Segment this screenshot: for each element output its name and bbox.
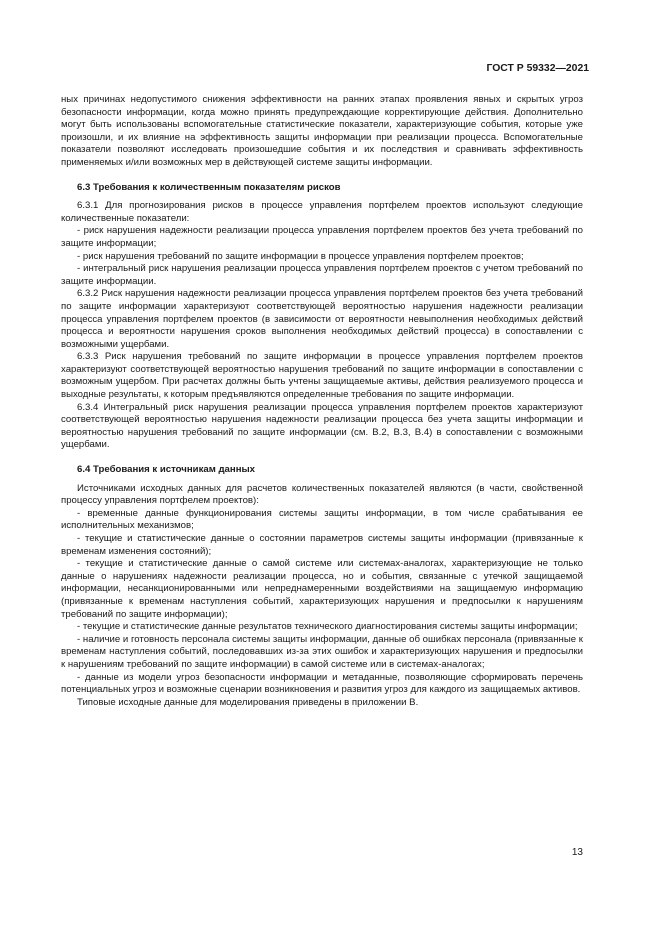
body-paragraph: 6.3.2 Риск нарушения надежности реализации процесса управления портфелем проектов без учета требований по защите информации характеризуют соответствующей вероятностью нарушения надежности реализации процесса управления портфелем проектов (в зависимости от вероятности невыполнения необходимых действий процесса и вероятности нарушения сроков выполнения необходимых действий процесса) в сопоставлении с возможными ущербами. [61, 288, 583, 350]
body-paragraph: 6.3.4 Интегральный риск нарушения реализации процесса управления портфелем проектов характеризуют соответствующей вероятностью нарушения надежности реализации процесса без учета защиты информации и вероятностью нарушения требований по защите информации (см. В.2, В.3, В.4) в сопоставлении с возможными ущербами. [61, 401, 583, 451]
body-paragraph: ных причинах недопустимого снижения эффективности на ранних этапах проявления явных и скрытых угроз безопасности информации, когда можно принять предупреждающие корректирующие действия. Дополнительно могут быть использованы вспомогательные статистические показатели, характеризующие события, которые уже произошли, и их влияние на эффективность защиты информации при реализации процесса. Вспомогательные показатели позволяют исследовать произошедшие события и их последствия и сравнивать эффективность применяемых и/или возможных мер в действующей системе защиты информации. [61, 94, 583, 168]
body-paragraph: - данные из модели угроз безопасности информации и метаданные, позволяющие сформировать перечень потенциальных угроз и возможные сценарии возникновения и развития угроз для каждого из защищаемых активов. [61, 671, 583, 696]
document-body [61, 94, 583, 709]
section-heading: 6.4 Требования к источникам данных [77, 464, 256, 476]
body-paragraph: 6.3.1 Для прогнозирования рисков в процессе управления портфелем проектов используют следующие количественные показатели: [61, 200, 583, 224]
body-paragraph: - текущие и статистические данные результатов технического диагностирования системы защиты информации; [77, 621, 578, 633]
body-paragraph: - риск нарушения требований по защите информации в процессе управления портфелем проектов; [77, 250, 524, 262]
body-paragraph: - временные данные функционирования системы защиты информации, в том числе срабатывания ее исполнительных механизмов; [61, 507, 583, 532]
section-heading: 6.3 Требования к количественным показателям рисков [77, 181, 341, 193]
page-number: 13 [571, 847, 583, 858]
body-paragraph: - наличие и готовность персонала системы защиты информации, данные об ошибках персонала (привязанные к временам наступления событий, последовавших из-за этих ошибок и характеризующих нарушения и предпосылки к нарушениям требований по защите информации) в самой системе или в системах-аналогах; [61, 633, 583, 670]
body-paragraph: Источниками исходных данных для расчетов количественных показателей являются (в части, свойственной процессу управления портфелем проектов): [61, 482, 583, 507]
body-paragraph: 6.3.3 Риск нарушения требований по защите информации в процессе управления портфелем проектов характеризуют соответствующей вероятностью нарушения требований по защите информации в сопоставлении с возможным ущербом. При расчетах должны быть учтены защищаемые активы, действия реализуемого процесса и выходные результаты, к которым предъявляются определенные требования по защите информации. [61, 351, 583, 401]
body-paragraph: - риск нарушения надежности реализации процесса управления портфелем проектов без учета требований по защите информации; [61, 225, 583, 249]
document-code: ГОСТ Р 59332—2021 [486, 63, 589, 74]
body-paragraph: - интегральный риск нарушения реализации процесса управления портфелем проектов с учетом требований по защите информации. [61, 263, 583, 287]
body-paragraph: Типовые исходные данные для моделирования приведены в приложении В. [77, 696, 419, 708]
body-paragraph: - текущие и статистические данные о состоянии параметров системы защиты информации (привязанные к временам изменения состояний); [61, 533, 583, 557]
body-paragraph: - текущие и статистические данные о самой системе или системах-аналогах, характеризующие не только данные о нарушениях надежности реализации процесса, но и события, связанные с утечкой защищаемой информации, несанкционированными или непреднамеренными воздействиями на защищаемую информацию (привязанные к временам наступления событий, характеризующих нарушения и предпосылки к нарушениям требований по защите информации); [61, 558, 583, 620]
